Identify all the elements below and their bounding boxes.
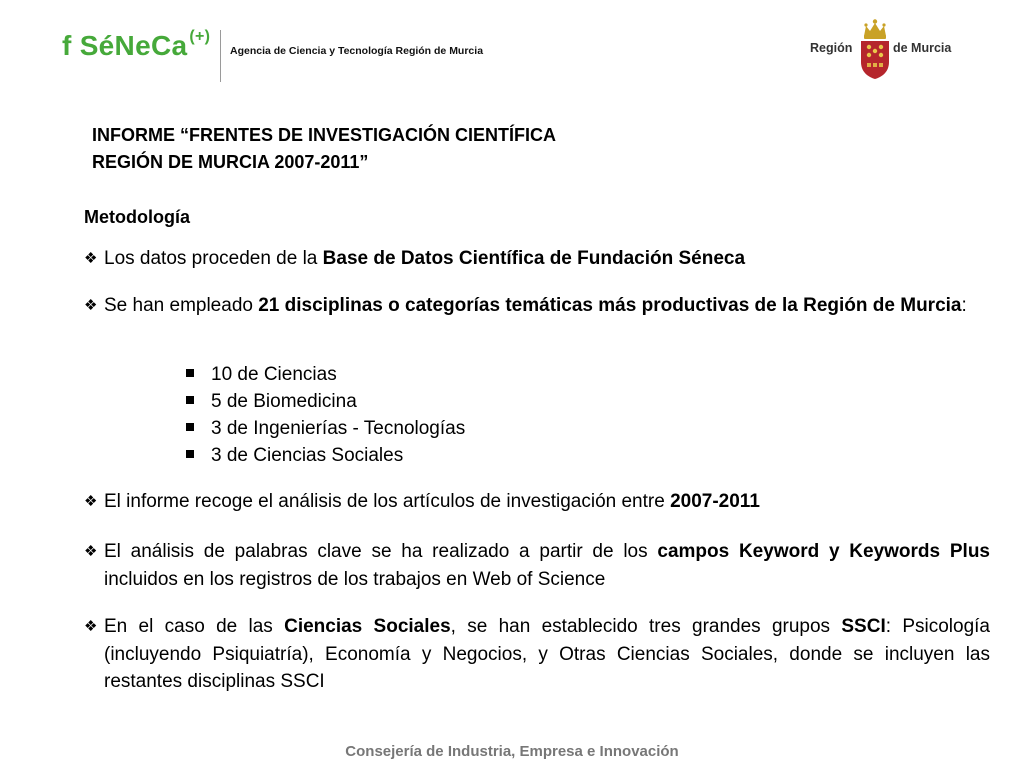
region-logo-text-right: de Murcia <box>893 41 952 55</box>
bullet-point-disciplines <box>84 292 990 320</box>
square-bullet-icon <box>186 423 194 431</box>
region-logo-text-left: Región <box>810 41 853 55</box>
header-divider <box>220 30 221 82</box>
disciplines-sublist <box>186 361 465 469</box>
seneca-logo-plus: (+) <box>189 28 211 45</box>
point-text: incluidos en los registros de los trabajos en Web of Science <box>104 569 606 590</box>
point-bold-text: Ciencias Sociales <box>284 616 451 637</box>
report-title <box>92 122 792 176</box>
list-item <box>186 442 465 469</box>
diamond-bullet-icon: ❖ <box>84 297 98 314</box>
list-item-label: 5 de Biomedicina <box>211 391 357 412</box>
bullet-point-keywords <box>84 538 990 593</box>
point-text: : <box>961 295 967 316</box>
square-bullet-icon <box>186 369 194 377</box>
point-text: Los datos proceden de la <box>104 248 323 269</box>
diamond-bullet-icon: ❖ <box>84 543 98 560</box>
list-item <box>186 361 465 388</box>
coat-of-arms-icon <box>858 18 892 80</box>
list-item-label: 10 de Ciencias <box>211 364 337 385</box>
point-text: , se han establecido tres grandes grupos <box>450 616 842 637</box>
bullet-point-period <box>84 488 990 516</box>
bullet-point-social-sciences <box>84 613 990 695</box>
point-text: El informe recoge el análisis de los artículos de investigación entre <box>104 491 671 512</box>
diamond-bullet-icon: ❖ <box>84 618 98 635</box>
footer: Consejería de Industria, Empresa e Innovación <box>345 743 679 760</box>
point-bold-text: campos Keyword y Keywords Plus <box>657 541 990 562</box>
list-item <box>186 415 465 442</box>
seneca-logo-text: f SéNeCa <box>62 30 188 61</box>
bullet-point-data-source <box>84 245 990 273</box>
seneca-logo <box>62 30 210 62</box>
list-item-label: 3 de Ciencias Sociales <box>211 445 404 466</box>
report-title-line-1: INFORME “FRENTES DE INVESTIGACIÓN CIENTÍFICA <box>92 125 557 145</box>
point-bold-text: 21 disciplinas o categorías temáticas más productivas de la Región de Murcia <box>258 295 962 316</box>
diamond-bullet-icon: ❖ <box>84 493 98 510</box>
agency-name: Agencia de Ciencia y Tecnología Región de Murcia <box>230 45 484 57</box>
point-text: El análisis de palabras clave se ha realizado a partir de los <box>104 541 658 562</box>
point-bold-text: SSCI <box>841 616 886 637</box>
square-bullet-icon <box>186 396 194 404</box>
point-text: : Psicología (incluyendo Psiquiatría), Economía y Negocios, y Otras Ciencias Sociales, donde se incluyen las restantes disciplinas SSCI <box>104 616 990 692</box>
point-bold-text: Base de Datos Científica de Fundación Séneca <box>322 248 746 269</box>
diamond-bullet-icon: ❖ <box>84 250 98 267</box>
point-bold-text: 2007-2011 <box>670 491 760 512</box>
point-text: En el caso de las <box>104 616 285 637</box>
list-item <box>186 388 465 415</box>
point-text: Se han empleado <box>104 295 259 316</box>
section-heading: Metodología <box>84 207 190 227</box>
square-bullet-icon <box>186 450 194 458</box>
list-item-label: 3 de Ingenierías - Tecnologías <box>211 418 466 439</box>
report-title-line-2: REGIÓN DE MURCIA 2007-2011” <box>92 152 369 172</box>
